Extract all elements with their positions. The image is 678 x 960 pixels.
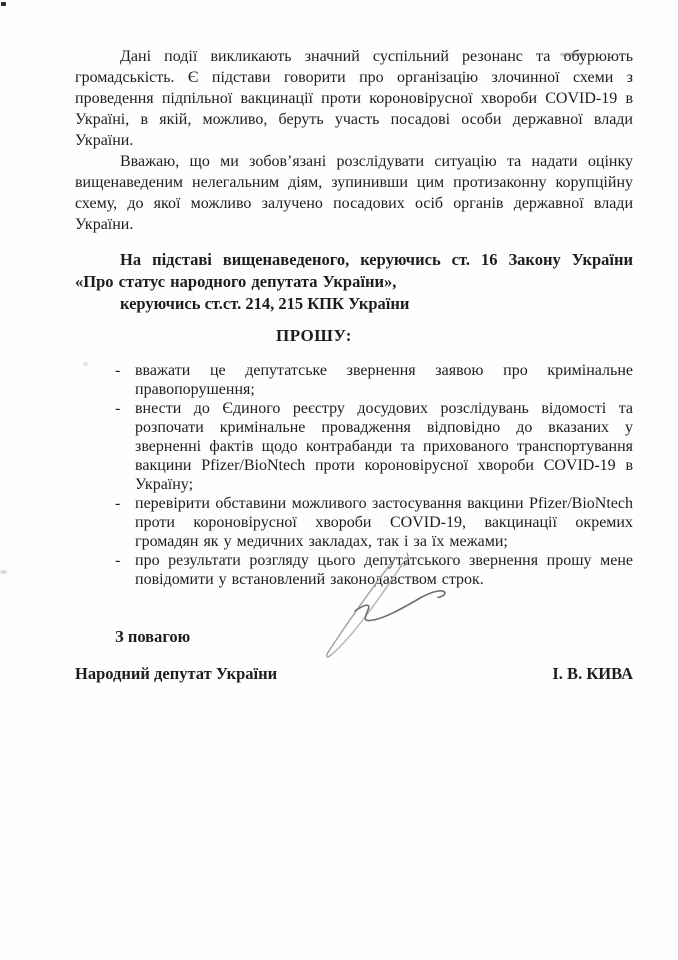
closing-salutation: З повагою <box>115 627 191 646</box>
paragraph-obligation-to-investigate: Вважаю, що ми зобов’язані розслідувати ситуацію та надати оцінку вищенаведеним нелегальним діям, зупинивши цим протизаконну корупційну схему, до якої можливо залучено посадових осіб органів державної влади України. <box>75 153 633 233</box>
signer-title: Народний депутат України <box>75 664 278 683</box>
scan-artifact <box>0 570 7 574</box>
list-item-text: вважати це депутатське звернення заявою про кримінальне правопорушення; <box>135 362 633 398</box>
handwritten-signature <box>315 549 455 661</box>
scan-artifact <box>1 2 6 6</box>
signature-row <box>75 664 633 684</box>
legal-basis-block <box>75 249 633 315</box>
list-item-dash: - <box>115 495 121 512</box>
list-item-text: перевірити обставини можливого застосування вакцини Pfizer/BioNtech проти короновірусної хвороби COVID-19, вакцинації окремих громадян як у медичних закладах, так і за їх межами; <box>135 495 633 550</box>
list-item-text: про результати розгляду цього депутатського звернення прошу мене повідомити у встановлений законодавством строк. <box>135 552 633 588</box>
list-item <box>75 399 633 494</box>
list-item-dash: - <box>115 362 121 379</box>
legal-basis-line2: керуючись ст.ст. 214, 215 КПК України <box>120 294 410 313</box>
legal-basis-line1: На підставі вищенаведеного, керуючись ст. 16 Закону України «Про статус народного депутата України», <box>75 250 633 291</box>
list-item <box>75 361 633 399</box>
list-item-dash: - <box>115 400 121 417</box>
list-item-dash: - <box>115 552 121 569</box>
paragraph-public-resonance: Дані події викликають значний суспільний резонанс та обурюють громадськість. Є підстави говорити про організацію злочинної схеми з проведення підпільної вакцинації проти короновірусної хвороби COVID-19 в Україні, в якій, можливо, беруть участь посадові особи державної влади України. <box>75 48 633 149</box>
signer-name: І. В. КИВА <box>552 664 633 683</box>
list-item <box>75 494 633 551</box>
list-item-text: внести до Єдиного реєстру досудових розслідувань відомості та розпочати кримінальне провадження відповідно до вказаних у зверненні фактів щодо контрабанди та прихованого транспортування вакцини Pfizer/BioNtech проти короновірусної хвороби COVID-19 в Україну; <box>135 400 633 493</box>
request-heading: ПРОШУ: <box>276 326 352 345</box>
